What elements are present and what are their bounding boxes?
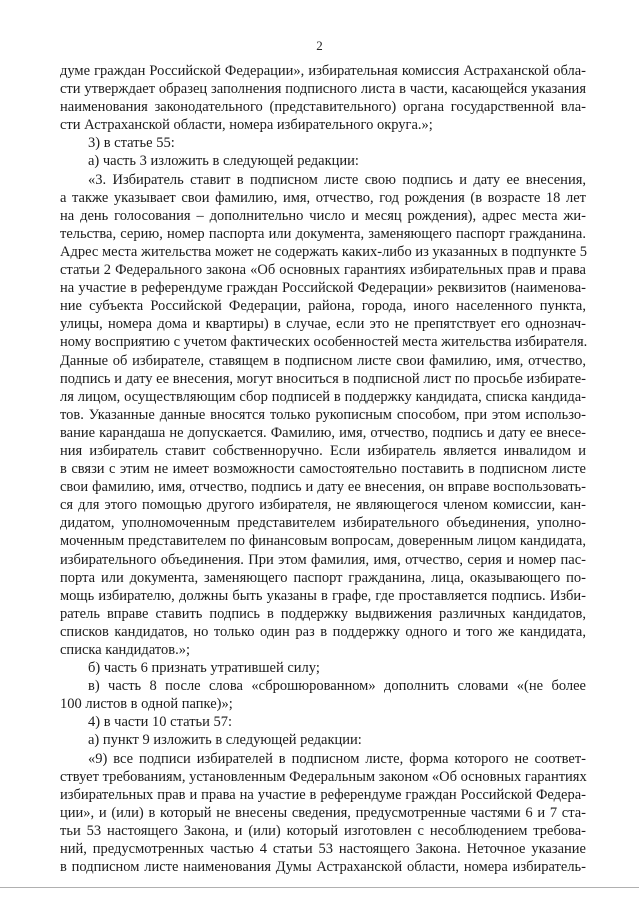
text-line: сти Астраханской области, номера избирательного округа.»;	[60, 117, 433, 134]
text-line: подпись и дату ее внесения, могут вноситься в подписной лист по просьбе избирате-	[60, 370, 586, 387]
text-line: тьи 53 настоящего Закона, и (или) который изготовлен с несоблюдением требова-	[60, 822, 586, 839]
text-line: ся для этого помощью другого избирателя, не являющегося членом комиссии, кан-	[60, 497, 586, 514]
text-line: в) часть 8 после слова «сброшюрованном» дополнить словами «(не более	[88, 678, 586, 695]
text-line: 4) в части 10 статьи 57:	[88, 714, 233, 731]
text-line: а) пункт 9 изложить в следующей редакции:	[88, 732, 362, 749]
text-line: тов. Указанные данные вносятся только рукописным способом, при этом использо-	[60, 406, 586, 423]
text-line: ствует требованиям, установленным Федеральным законом «Об основных гарантиях	[60, 768, 587, 785]
text-line: «3. Избиратель ставит в подписном листе свою подпись и дату ее внесения,	[88, 171, 586, 188]
page-number: 2	[316, 38, 323, 53]
text-line: ции», и (или) в который не внесены сведения, предусмотренные частями 6 и 7 ста-	[60, 804, 586, 821]
text-line: Данные об избирателе, ставящем в подписном листе свои фамилию, имя, отчество,	[60, 352, 586, 369]
text-line: 100 листов в одной папке)»;	[60, 696, 233, 713]
text-line: а также указывает свои фамилию, имя, отчество, год рождения (в возрасте 18 лет	[60, 189, 586, 206]
text-line: избирательных прав и права на участие в референдуме граждан Российской Федера-	[60, 786, 586, 803]
text-line: ния избиратель ставит собственноручно. Если избиратель является инвалидом и	[60, 442, 586, 459]
text-line: «9) все подписи избирателей в подписном листе, форма которого не соответ-	[88, 750, 586, 767]
text-line: ратель вправе ставить подпись в поддержку выдвижения различных кандидатов,	[60, 605, 586, 622]
text-line: списка кандидатов.»;	[60, 642, 191, 658]
text-line: 3) в статье 55:	[88, 135, 175, 152]
text-line: наименования законодательного (представительного) органа государственной вла-	[60, 99, 586, 116]
text-line: тельства, серию, номер паспорта или документа, заменяющего паспорт гражданина.	[60, 225, 586, 242]
text-line: улицы, номера дома и квартиры) в случае, если это не препятствует его однознач-	[60, 316, 586, 333]
text-line: вание карандаша не допускается. Фамилию, имя, отчество, подпись и дату ее внесе-	[60, 424, 586, 441]
bottom-divider	[0, 887, 639, 888]
text-line: избирательного объединения. При этом фамилия, имя, отчество, серия и номер пас-	[60, 551, 586, 568]
document-body	[60, 62, 586, 876]
text-line: моченным представителем по финансовым вопросам, доверенным лицом кандидата,	[60, 533, 586, 550]
text-line: порта или документа, заменяющего паспорт гражданина, лица, оказывающего по-	[60, 569, 586, 586]
text-line: ному восприятию с учетом фактических особенностей места жительства избирателя.	[60, 334, 588, 351]
text-line: свои фамилию, имя, отчество, подпись и дату ее внесения, он вправе воспользовать-	[60, 479, 586, 496]
text-line: сти утверждает образец заполнения подписного листа в части, касающейся указания	[60, 81, 586, 98]
text-line: в подписном листе наименования Думы Астраханской области, номера избиратель-	[60, 859, 586, 876]
text-line: ние субъекта Российской Федерации, района, города, иного населенного пункта,	[60, 298, 586, 315]
text-line: на день голосования – дополнительно число и месяц рождения), адрес места жи-	[60, 207, 586, 224]
text-line: б) часть 6 признать утратившей силу;	[88, 660, 320, 677]
text-line: а) часть 3 изложить в следующей редакции:	[88, 153, 359, 170]
text-line: дидатом, уполномоченным представителем избирательного объединения, уполно-	[60, 515, 586, 532]
text-line: мощь избирателю, должны быть указаны в графе, где проставляется подпись. Изби-	[60, 587, 586, 604]
text-line: Адрес места жительства может не содержать каких-либо из указанных в подпункте 5	[60, 243, 587, 260]
text-line: ля лицом, осуществляющим сбор подписей в поддержку кандидата, списка кандида-	[60, 388, 586, 405]
text-line: списков кандидатов, но только один раз в поддержку одного и того же кандидата,	[60, 623, 586, 640]
text-line: статьи 2 Федерального закона «Об основных гарантиях избирательных прав и права	[60, 262, 586, 279]
text-line: в связи с этим не имеет возможности самостоятельно поставить в подписном листе	[60, 461, 586, 478]
text-line: ний, предусмотренных частью 4 статьи 53 настоящего Закона. Неточное указание	[60, 841, 586, 858]
text-line: думе граждан Российской Федерации», избирательная комиссия Астраханской обла-	[60, 63, 586, 79]
text-line: на участие в референдуме граждан Российской Федерации» реквизитов (наименова-	[60, 280, 586, 297]
